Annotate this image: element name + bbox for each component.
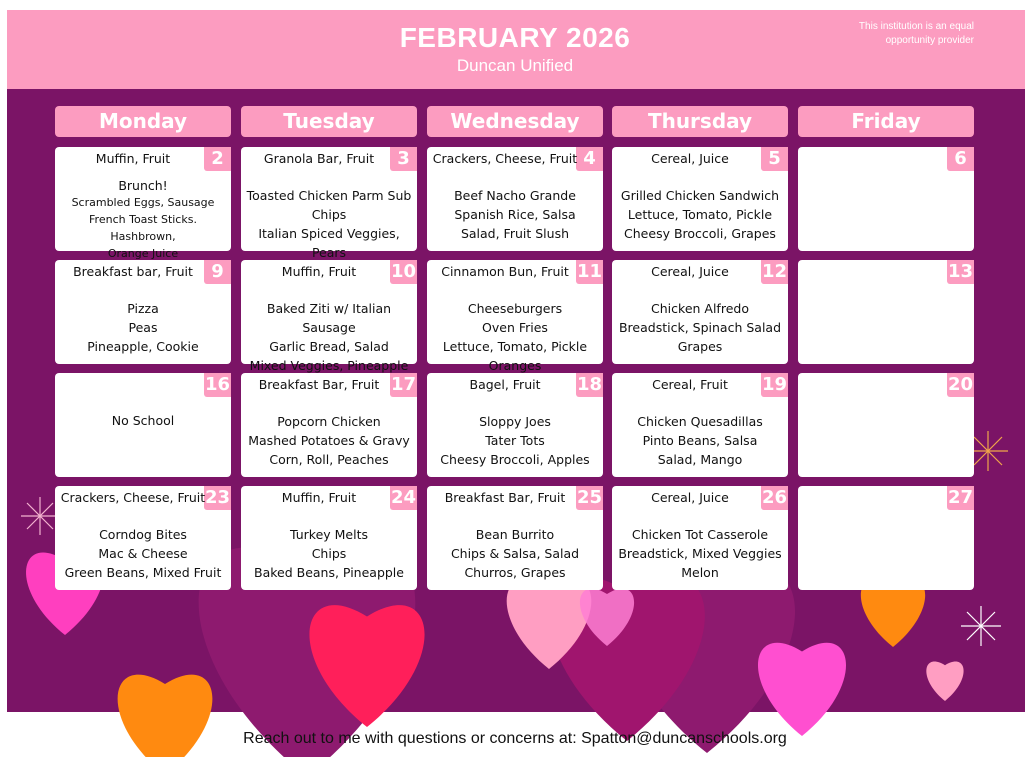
menu-line: Cheesy Broccoli, Apples [440,452,590,467]
lunch-menu [55,525,231,582]
day-number: 2 [204,147,231,171]
day-cell [241,373,417,477]
menu-line: Bean Burrito [475,527,555,542]
lunch-menu [241,525,417,582]
breakfast-item: Breakfast bar, Fruit [73,264,193,279]
day-cell [798,147,974,251]
menu-line: Breadstick, Spinach Salad [618,320,782,335]
lunch-menu [427,186,603,243]
header-wednesday: Wednesday [427,106,603,137]
day-cell [427,260,603,373]
menu-line: Green Beans, Mixed Fruit [64,565,222,580]
day-number: 13 [947,261,974,282]
day-cell [427,486,603,590]
menu-line: Tater Tots [485,433,545,448]
day-cell [612,260,788,364]
day-number: 23 [204,487,231,508]
breakfast-item: Breakfast Bar, Fruit [258,377,380,392]
day-number: 6 [947,147,974,171]
lunch-menu [55,177,231,262]
menu-line: Beef Nacho Grande [454,188,576,203]
menu-line: No School [111,413,175,428]
contact-footer: Reach out to me with questions or concerns at: Spatton@duncanschools.org [243,730,787,747]
header-friday: Friday [798,106,974,137]
menu-line: Sloppy Joes [479,414,551,429]
sparkle-left [21,497,59,535]
breakfast-item: Muffin, Fruit [281,490,357,505]
day-number: 12 [761,261,788,282]
sparkle-right-bottom [961,606,1001,646]
breakfast-item: Muffin, Fruit [95,151,171,166]
menu-line: Lettuce, Tomato, Pickle [442,339,588,354]
lunch-menu [612,186,788,243]
day-number: 5 [761,147,788,171]
day-cell [427,373,603,477]
breakfast-item: Cereal, Juice [651,151,729,166]
breakfast-item: Muffin, Fruit [281,264,357,279]
lunch-menu [241,412,417,469]
header-tuesday: Tuesday [241,106,417,137]
lunch-menu [612,412,788,469]
day-number: 19 [761,374,788,395]
menu-line: Grilled Chicken Sandwich [620,188,780,203]
day-number: 10 [390,261,417,282]
menu-line: Mashed Potatoes & Gravy [248,433,410,448]
day-cell [241,260,417,373]
menu-line: Cheeseburgers [467,301,563,316]
menu-line: Pinto Beans, Salsa [642,433,758,448]
menu-line: Mixed Veggies, Pineapple [249,358,409,373]
equal-opportunity-notice: This institution is an equal opportunity provider [858,21,974,46]
menu-line: Brunch! [118,178,168,193]
day-number: 17 [390,374,417,395]
day-number: 27 [947,487,974,508]
breakfast-item: Cereal, Fruit [652,377,728,392]
lunch-menu [55,411,231,430]
lunch-menu [612,299,788,356]
breakfast-item: Cereal, Juice [651,264,729,279]
menu-line: Chicken Quesadillas [637,414,763,429]
day-cell [798,373,974,477]
menu-line: Baked Beans, Pineapple [254,565,404,580]
menu-line: Churros, Grapes [464,565,566,580]
lunch-menu [55,299,231,356]
day-cell [55,260,231,364]
day-cell [55,373,231,477]
day-number: 25 [576,487,603,508]
page-title: FEBRUARY 2026 [399,22,631,53]
menu-line: Cheesy Broccoli, Grapes [624,226,776,241]
day-cell [55,147,231,260]
menu-line: Turkey Melts [289,527,368,542]
menu-line: Garlic Bread, Salad [269,339,389,354]
lunch-menu [427,412,603,469]
day-number: 4 [576,147,603,171]
breakfast-item: Breakfast Bar, Fruit [444,490,566,505]
day-cell [798,486,974,590]
breakfast-item: Cinnamon Bun, Fruit [441,264,569,279]
menu-line: Lettuce, Tomato, Pickle [627,207,773,222]
day-cell [612,147,788,251]
menu-line: French Toast Sticks. Hashbrown, [89,213,197,243]
day-cell [612,373,788,477]
breakfast-item: Bagel, Fruit [469,377,541,392]
header-thursday: Thursday [612,106,788,137]
menu-line: Mac & Cheese [98,546,188,561]
menu-line: Scrambled Eggs, Sausage [71,196,215,209]
day-cell [612,486,788,590]
menu-line: Orange Juice [107,247,179,260]
breakfast-item: Cereal, Juice [651,490,729,505]
menu-line: Italian Spiced Veggies, Pears [258,226,400,260]
lunch-menu [427,525,603,582]
day-number: 3 [390,147,417,171]
menu-line: Breadstick, Mixed Veggies [618,546,782,561]
day-number: 16 [204,374,231,395]
day-number: 20 [947,374,974,395]
day-number: 11 [576,261,603,282]
menu-line: Oranges [488,358,542,373]
breakfast-item: Granola Bar, Fruit [263,151,375,166]
menu-line: Pizza [127,301,159,316]
lunch-menu [241,186,417,262]
menu-line: Corndog Bites [99,527,187,542]
day-cell [241,486,417,590]
sparkle-right-top [968,431,1008,471]
day-number: 18 [576,374,603,395]
menu-line: Popcorn Chicken [277,414,381,429]
day-number: 26 [761,487,788,508]
lunch-menu [612,525,788,582]
day-number: 24 [390,487,417,508]
menu-line: Oven Fries [482,320,548,335]
menu-line: Pineapple, Cookie [87,339,199,354]
lunch-menu [241,299,417,375]
breakfast-item: Crackers, Cheese, Fruit [432,151,578,166]
day-number: 9 [204,260,231,284]
menu-line: Toasted Chicken Parm Sub [246,188,412,203]
menu-line: Salad, Fruit Slush [460,226,570,241]
lunch-menu [427,299,603,375]
header-monday: Monday [55,106,231,137]
menu-line: Melon [681,565,719,580]
menu-line: Grapes [677,339,723,354]
menu-line: Corn, Roll, Peaches [269,452,389,467]
menu-line: Chicken Alfredo [651,301,749,316]
menu-line: Chips & Salsa, Salad [450,546,580,561]
breakfast-item: Crackers, Cheese, Fruit [60,490,206,505]
menu-line: Baked Ziti w/ Italian Sausage [266,301,392,335]
day-cell [241,147,417,260]
menu-line: Chips [311,546,347,561]
day-cell [427,147,603,251]
menu-line: Chips [311,207,347,222]
menu-line: Spanish Rice, Salsa [454,207,576,222]
day-cell [55,486,231,590]
menu-line: Peas [128,320,158,335]
district-subtitle: Duncan Unified [456,56,574,75]
day-cell [798,260,974,364]
menu-line: Chicken Tot Casserole [631,527,769,542]
menu-line: Salad, Mango [657,452,743,467]
